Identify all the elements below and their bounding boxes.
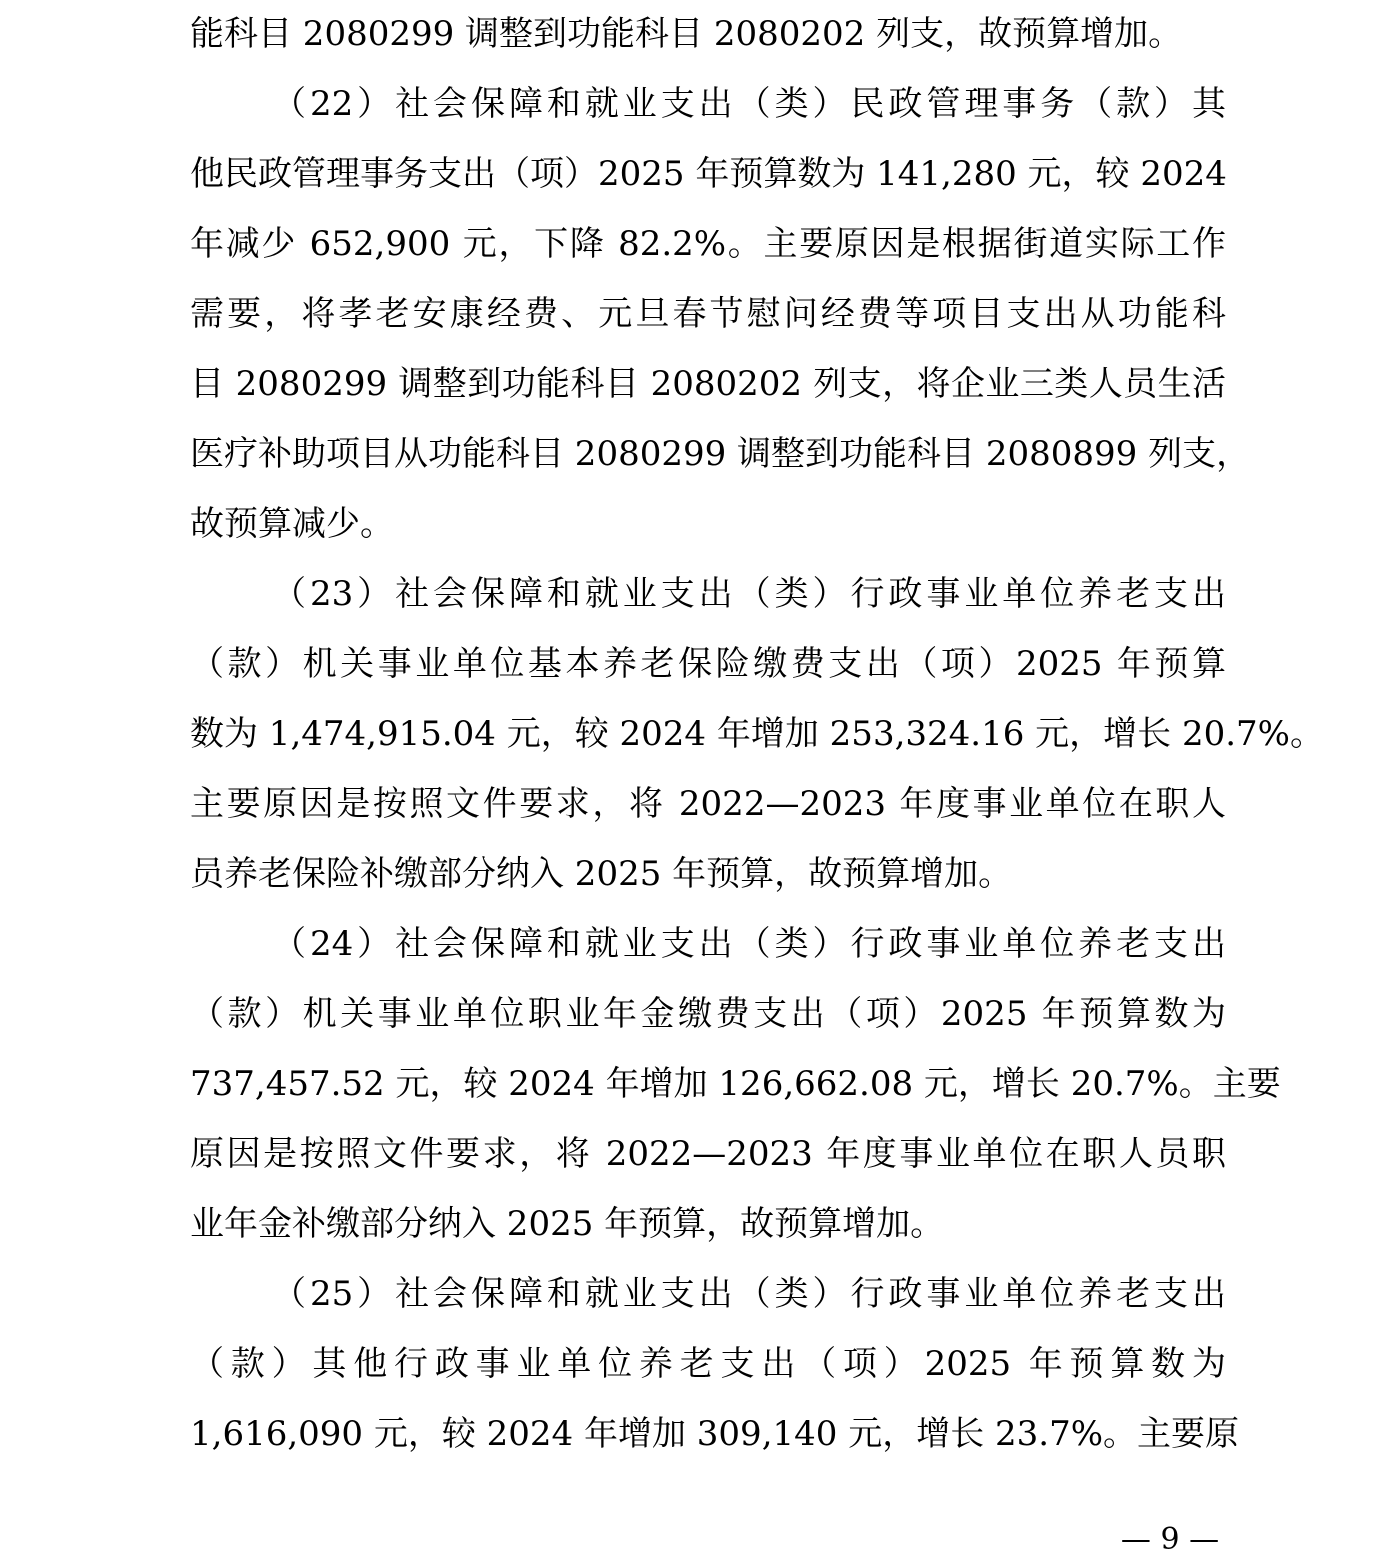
- paragraph-24-line-3: 737,457.52 元，较 2024 年增加 126,662.08 元，增长 20.7%。主要: [190, 1064, 1281, 1104]
- paragraph-23-line-4: 主要原因是按照文件要求，将 2022—2023 年度事业单位在职人: [190, 784, 1226, 824]
- page-number: — 9 —: [1120, 1522, 1220, 1557]
- paragraph-22-line-6: 医疗补助项目从功能科目 2080299 调整到功能科目 2080899 列支，: [190, 434, 1251, 474]
- paragraph-23-line-5: 员养老保险补缴部分纳入 2025 年预算，故预算增加。: [190, 854, 1013, 894]
- paragraph-23-line-1: （23）社会保障和就业支出（类）行政事业单位养老支出: [272, 574, 1226, 614]
- text-line-1: 能科目 2080299 调整到功能科目 2080202 列支，故预算增加。: [190, 14, 1183, 54]
- paragraph-24-line-4: 原因是按照文件要求，将 2022—2023 年度事业单位在职人员职: [190, 1134, 1226, 1174]
- paragraph-24-line-2: （款）机关事业单位职业年金缴费支出（项）2025 年预算数为: [190, 994, 1226, 1034]
- paragraph-22-line-2: 他民政管理事务支出（项）2025 年预算数为 141,280 元，较 2024: [190, 154, 1227, 194]
- document-page: [190, 0, 1324, 1554]
- paragraph-25-line-3: 1,616,090 元，较 2024 年增加 309,140 元，增长 23.7%。主要原: [190, 1414, 1240, 1454]
- paragraph-23-line-3: 数为 1,474,915.04 元，较 2024 年增加 253,324.16 元，增长 20.7%。: [190, 714, 1324, 754]
- paragraph-24-line-5: 业年金补缴部分纳入 2025 年预算，故预算增加。: [190, 1204, 945, 1244]
- paragraph-25-line-1: （25）社会保障和就业支出（类）行政事业单位养老支出: [272, 1274, 1226, 1314]
- paragraph-22-line-7: 故预算减少。: [190, 504, 394, 544]
- paragraph-24-line-1: （24）社会保障和就业支出（类）行政事业单位养老支出: [272, 924, 1226, 964]
- paragraph-22-line-4: 需要，将孝老安康经费、元旦春节慰问经费等项目支出从功能科: [190, 294, 1226, 334]
- paragraph-23-line-2: （款）机关事业单位基本养老保险缴费支出（项）2025 年预算: [190, 644, 1226, 684]
- paragraph-22-line-1: （22）社会保障和就业支出（类）民政管理事务（款）其: [272, 84, 1226, 124]
- paragraph-22-line-3: 年减少 652,900 元，下降 82.2%。主要原因是根据街道实际工作: [190, 224, 1226, 264]
- paragraph-25-line-2: （款）其他行政事业单位养老支出（项）2025 年预算数为: [190, 1344, 1226, 1384]
- paragraph-22-line-5: 目 2080299 调整到功能科目 2080202 列支，将企业三类人员生活: [190, 364, 1226, 404]
